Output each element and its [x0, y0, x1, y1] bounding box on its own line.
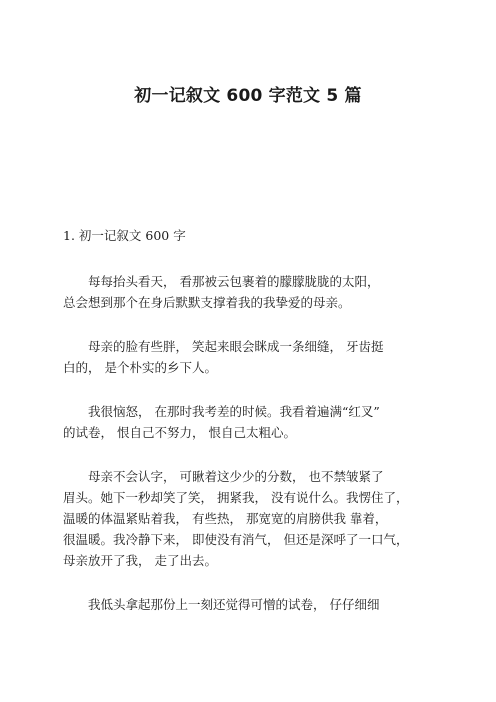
document-title: 初一记叙文 600 字范文 5 篇 — [134, 86, 362, 106]
paragraph-line: 我低头拿起那份上一刻还觉得可憎的试卷， 仔仔细细 — [88, 597, 380, 612]
paragraph — [63, 401, 435, 443]
paragraph-line: 眉头。她下一秒却笑了笑， 拥紧我， 没有说什么。我愣住了， — [63, 490, 409, 505]
paragraph-line: 母亲的脸有些胖， 笑起来眼会眯成一条细缝， 牙齿挺 — [88, 339, 384, 354]
section-heading: 1. 初一记叙文 600 字 — [63, 228, 186, 243]
paragraph-line: 很温暖。我冷静下来， 即使没有消气， 但还是深呼了一口气， — [63, 532, 409, 547]
paragraph — [63, 336, 435, 378]
paragraph-line: 母亲放开了我， 走了出去。 — [63, 553, 217, 568]
paragraph — [63, 271, 435, 313]
paragraph-line: 的试卷， 恨自己不努力， 恨自己太粗心。 — [63, 425, 296, 440]
essay-body — [63, 271, 435, 638]
paragraph — [63, 466, 435, 571]
paragraph-line: 我很恼怒， 在那时我考差的时候。我看着遍满“红叉” — [88, 404, 380, 419]
paragraph-line: 母亲不会认字， 可瞅着这少少的分数， 也不禁皱紧了 — [88, 469, 384, 484]
paragraph-line: 总会想到那个在身后默默支撑着我的我挚爱的母亲。 — [63, 295, 351, 310]
paragraph-line: 温暖的体温紧贴着我， 有些热， 那宽宽的肩膀供我 靠着， — [63, 511, 388, 526]
paragraph-line: 每每抬头看天， 看那被云包裹着的朦朦胧胧的太阳， — [88, 274, 380, 289]
paragraph — [63, 594, 435, 615]
paragraph-line: 白的， 是个朴实的乡下人。 — [63, 360, 217, 375]
